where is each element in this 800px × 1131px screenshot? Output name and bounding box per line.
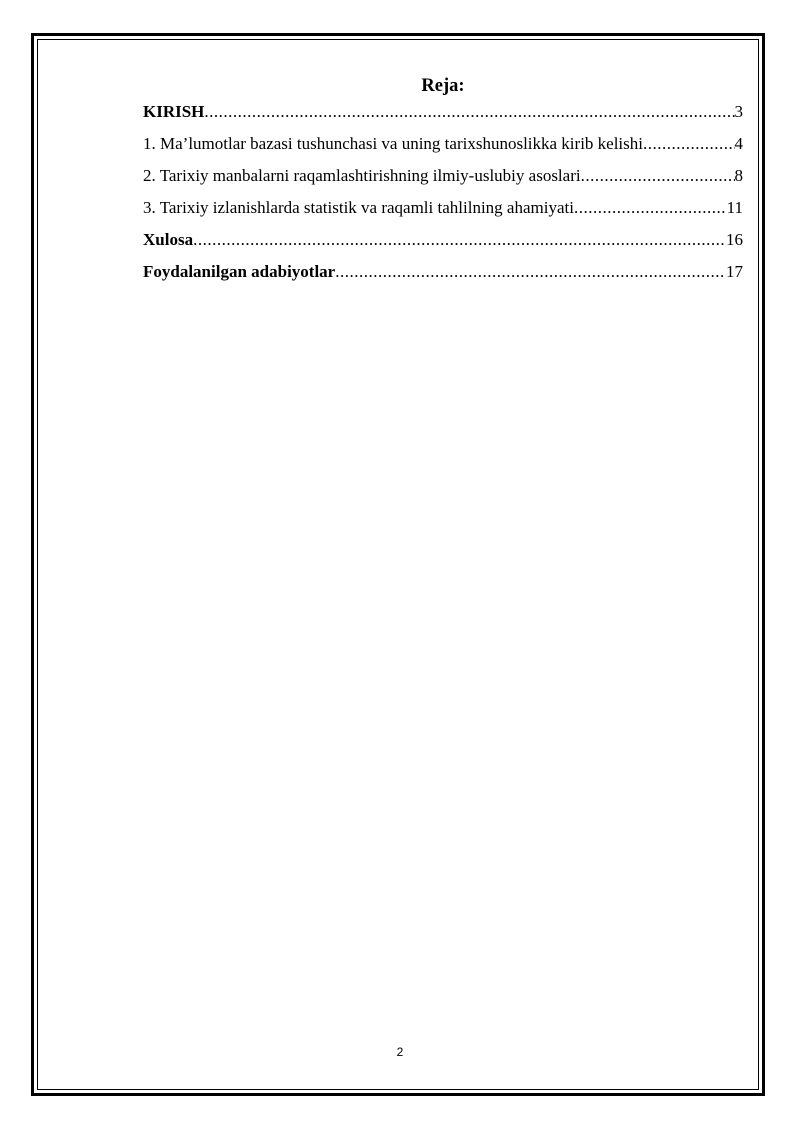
toc-entry-adabiyotlar[interactable] [143,260,743,292]
toc-entry-page: 8 [734,166,743,185]
toc-dot-leader [204,100,734,124]
toc-entry-chapter-2[interactable] [143,164,743,196]
table-of-contents [143,74,743,292]
toc-dot-leader [193,228,726,252]
toc-entry-label: 1. Ma’lumotlar bazasi tushunchasi va uning tarixshunoslikka kirib kelishi [143,134,643,153]
toc-entry-page: 4 [734,134,743,153]
toc-entry-label: 2. Tarixiy manbalarni raqamlashtirishning ilmiy-uslubiy asoslari [143,166,581,185]
toc-dot-leader [581,164,735,188]
toc-dot-leader [643,132,735,156]
toc-entry-label: Foydalanilgan adabiyotlar [143,262,336,281]
page-number: 2 [396,1045,404,1059]
toc-entry-chapter-1[interactable] [143,132,743,164]
toc-entry-page: 3 [734,102,743,121]
toc-entry-xulosa[interactable] [143,228,743,260]
toc-dot-leader [574,196,727,220]
toc-entry-chapter-3[interactable] [143,196,743,228]
toc-entry-kirish[interactable] [143,100,743,132]
toc-entry-label: KIRISH [143,102,205,121]
toc-dot-leader [335,260,726,284]
toc-entry-page: 17 [726,262,743,281]
toc-entry-page: 16 [726,230,743,249]
toc-entry-label: Xulosa [143,230,194,249]
toc-entry-page: 11 [726,198,743,217]
toc-entry-label: 3. Tarixiy izlanishlarda statistik va raqamli tahlilning ahamiyati [143,198,574,217]
toc-title: Reja: [421,76,465,96]
